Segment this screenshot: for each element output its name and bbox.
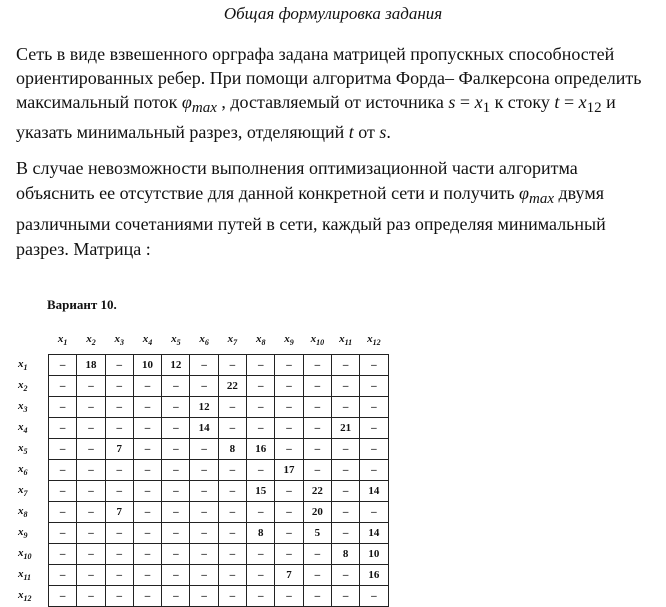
matrix-cell: –: [162, 460, 190, 481]
matrix-cell: –: [275, 523, 303, 544]
matrix-row: [16, 397, 388, 418]
matrix-cell: –: [360, 502, 388, 523]
matrix-cell: –: [133, 460, 161, 481]
matrix-cell: 14: [360, 523, 388, 544]
matrix-row: [16, 481, 388, 502]
matrix-cell: 22: [218, 376, 246, 397]
matrix-cell: 5: [303, 523, 331, 544]
matrix-cell: –: [303, 376, 331, 397]
matrix-cell: –: [77, 565, 105, 586]
matrix-row: [16, 544, 388, 565]
matrix-cell: –: [49, 355, 77, 376]
capacity-matrix: [16, 326, 389, 607]
matrix-cell: –: [133, 418, 161, 439]
matrix-cell: 16: [360, 565, 388, 586]
row-header-x6: $x_6$: [18, 462, 28, 478]
column-header-x6: $x_6$: [199, 332, 209, 348]
matrix-cell: –: [190, 565, 218, 586]
row-header-x12: $x_{12}$: [18, 588, 32, 604]
matrix-row: [16, 418, 388, 439]
matrix-cell: –: [133, 397, 161, 418]
matrix-cell: 15: [247, 481, 275, 502]
matrix-cell: –: [105, 355, 133, 376]
matrix-cell: –: [218, 544, 246, 565]
row-header-x3: $x_3$: [18, 399, 28, 415]
matrix-cell: –: [77, 502, 105, 523]
matrix-cell: –: [360, 418, 388, 439]
column-header-x3: $x_3$: [114, 332, 124, 348]
matrix-cell: –: [133, 439, 161, 460]
column-header-x10: $x_{10}$: [310, 332, 325, 348]
matrix-cell: 14: [360, 481, 388, 502]
matrix-cell: –: [275, 418, 303, 439]
matrix-cell: –: [77, 481, 105, 502]
matrix-cell: –: [49, 460, 77, 481]
matrix-cell: –: [162, 376, 190, 397]
source-node: x: [474, 92, 483, 112]
matrix-cell: 7: [105, 439, 133, 460]
p2-text-a: В случае невозможности выполнения оптимизационной части алгоритма объяснить ее отсутствие для данной конкретной сети и получить: [16, 158, 578, 203]
matrix-row: [16, 460, 388, 481]
matrix-cell: –: [218, 355, 246, 376]
matrix-cell: –: [105, 544, 133, 565]
matrix-row: [16, 523, 388, 544]
matrix-cell: –: [331, 397, 359, 418]
matrix-cell: –: [49, 523, 77, 544]
matrix-cell: –: [77, 586, 105, 607]
matrix-cell: –: [218, 565, 246, 586]
source-symbol: s: [448, 92, 456, 112]
matrix-cell: –: [275, 376, 303, 397]
variant-label: Вариант 10.: [47, 297, 117, 312]
matrix-cell: –: [247, 544, 275, 565]
column-header-x2: $x_2$: [86, 332, 96, 348]
matrix-cell: –: [247, 397, 275, 418]
matrix-cell: 22: [303, 481, 331, 502]
matrix-cell: –: [218, 397, 246, 418]
matrix-cell: –: [218, 418, 246, 439]
matrix-cell: 8: [247, 523, 275, 544]
matrix-cell: –: [275, 586, 303, 607]
matrix-cell: –: [331, 481, 359, 502]
matrix-cell: –: [105, 586, 133, 607]
row-header-x8: $x_8$: [18, 504, 28, 520]
matrix-cell: –: [49, 544, 77, 565]
matrix-row: [16, 565, 388, 586]
matrix-cell: –: [162, 481, 190, 502]
matrix-cell: –: [303, 565, 331, 586]
matrix-cell: –: [303, 586, 331, 607]
matrix-cell: –: [77, 523, 105, 544]
matrix-cell: –: [275, 439, 303, 460]
row-header-x11: $x_{11}$: [18, 567, 32, 583]
matrix-cell: –: [133, 565, 161, 586]
matrix-cell: –: [218, 502, 246, 523]
matrix-cell: –: [77, 544, 105, 565]
matrix-cell: –: [77, 418, 105, 439]
matrix-row: [16, 439, 388, 460]
matrix-cell: –: [162, 586, 190, 607]
phi-max-symbol: $\varphi_{max}$: [181, 92, 217, 116]
p1-text-c: к стоку: [490, 92, 555, 112]
column-header-x1: $x_1$: [57, 332, 68, 348]
matrix-cell: –: [218, 460, 246, 481]
matrix-cell: 12: [190, 397, 218, 418]
matrix-cell: –: [247, 502, 275, 523]
matrix-cell: –: [49, 418, 77, 439]
matrix-row: [16, 586, 388, 607]
row-header-x5: $x_5$: [18, 441, 28, 457]
sink-symbol: t: [554, 92, 560, 112]
matrix-cell: –: [303, 544, 331, 565]
matrix-cell: –: [247, 565, 275, 586]
matrix-cell: 17: [275, 460, 303, 481]
matrix-cell: –: [275, 502, 303, 523]
p1-text-b: , доставляемый от источника: [216, 92, 449, 112]
column-header-x9: $x_9$: [284, 332, 294, 348]
matrix-cell: 7: [105, 502, 133, 523]
matrix-cell: –: [190, 586, 218, 607]
matrix-cell: –: [77, 460, 105, 481]
matrix-cell: –: [275, 355, 303, 376]
phi-max-symbol-2: $\varphi_{max}$: [519, 183, 555, 207]
matrix-cell: 12: [162, 355, 190, 376]
matrix-cell: –: [49, 376, 77, 397]
matrix-cell: –: [218, 523, 246, 544]
matrix-cell: –: [49, 397, 77, 418]
matrix-cell: –: [133, 376, 161, 397]
matrix-cell: –: [190, 376, 218, 397]
matrix-cell: –: [105, 481, 133, 502]
matrix-cell: –: [331, 355, 359, 376]
matrix-cell: –: [190, 544, 218, 565]
matrix-cell: –: [331, 586, 359, 607]
matrix-cell: –: [162, 565, 190, 586]
column-header-x5: $x_5$: [171, 332, 181, 348]
matrix-cell: –: [190, 523, 218, 544]
matrix-cell: 10: [133, 355, 161, 376]
matrix-cell: –: [247, 418, 275, 439]
matrix-row: [16, 376, 388, 397]
matrix-body: [16, 355, 388, 607]
matrix-cell: –: [162, 439, 190, 460]
matrix-cell: –: [247, 355, 275, 376]
matrix-cell: 8: [218, 439, 246, 460]
matrix-cell: 18: [77, 355, 105, 376]
sink-node: x: [578, 92, 587, 112]
matrix-cell: –: [275, 544, 303, 565]
row-header-x4: $x_4$: [18, 420, 28, 436]
matrix-cell: –: [275, 397, 303, 418]
matrix-cell: –: [360, 439, 388, 460]
matrix-cell: –: [331, 460, 359, 481]
matrix-cell: –: [49, 565, 77, 586]
task-paragraph-1: Сеть в виде взвешенного орграфа задана матрицей пропускных способностей ориентированных ребер. При помощи алгоритма Форда– Фалкерсона определить максимальный поток $\varphi_{max}$ , доставляемый от источника $s = x_1$ к стоку $t = x_{12}$ и указать минимальный разрез, отделяющий t от s.: [16, 44, 642, 142]
matrix-cell: –: [247, 586, 275, 607]
matrix-cell: –: [105, 565, 133, 586]
matrix-cell: –: [77, 376, 105, 397]
row-header-x10: $x_{10}$: [18, 546, 32, 562]
matrix-cell: –: [77, 397, 105, 418]
matrix-corner: [16, 326, 49, 355]
matrix-row: [16, 355, 388, 376]
matrix-cell: –: [331, 439, 359, 460]
column-header-x4: $x_4$: [142, 332, 153, 348]
matrix-cell: –: [162, 418, 190, 439]
matrix-cell: –: [49, 586, 77, 607]
matrix-cell: –: [133, 502, 161, 523]
matrix-cell: –: [105, 460, 133, 481]
matrix-cell: –: [105, 376, 133, 397]
p2-text-b: двумя различными сочетаниями путей в сети, каждый раз определяя минимальный разрез. Матрица :: [16, 183, 606, 259]
matrix-cell: –: [190, 502, 218, 523]
matrix-cell: –: [133, 586, 161, 607]
p1-text-a: Сеть в виде взвешенного орграфа задана матрицей пропускных способностей ориентированных ребер. При помощи алгоритма Форда– Фалкерсона определить максимальный поток: [16, 44, 642, 112]
matrix-cell: –: [133, 544, 161, 565]
matrix-cell: –: [303, 418, 331, 439]
matrix-row: [16, 502, 388, 523]
matrix-cell: –: [133, 481, 161, 502]
matrix-cell: –: [331, 565, 359, 586]
column-header-x7: $x_7$: [227, 332, 238, 348]
task-heading: Общая формулировка задания: [223, 4, 443, 23]
matrix-cell: –: [162, 523, 190, 544]
matrix-cell: –: [303, 439, 331, 460]
matrix-cell: –: [360, 586, 388, 607]
matrix-cell: –: [77, 439, 105, 460]
matrix-cell: –: [162, 397, 190, 418]
matrix-cell: –: [275, 481, 303, 502]
matrix-cell: –: [162, 544, 190, 565]
column-header-x11: $x_{11}$: [339, 332, 353, 348]
row-header-x7: $x_7$: [18, 483, 28, 499]
matrix-cell: –: [218, 481, 246, 502]
matrix-cell: –: [162, 502, 190, 523]
matrix-cell: –: [303, 397, 331, 418]
matrix-cell: –: [247, 376, 275, 397]
matrix-cell: 21: [331, 418, 359, 439]
matrix-cell: –: [105, 523, 133, 544]
matrix-cell: 16: [247, 439, 275, 460]
matrix-cell: –: [49, 481, 77, 502]
matrix-header-row: [16, 326, 388, 355]
matrix-cell: –: [49, 439, 77, 460]
matrix-cell: –: [303, 355, 331, 376]
matrix-cell: –: [303, 460, 331, 481]
matrix-cell: –: [360, 355, 388, 376]
matrix-cell: –: [360, 460, 388, 481]
matrix-cell: –: [190, 439, 218, 460]
matrix-cell: –: [331, 376, 359, 397]
matrix-cell: 10: [360, 544, 388, 565]
matrix-cell: –: [190, 481, 218, 502]
matrix-cell: 14: [190, 418, 218, 439]
matrix-cell: –: [133, 523, 161, 544]
matrix-cell: –: [218, 586, 246, 607]
matrix-cell: –: [105, 397, 133, 418]
matrix-cell: –: [49, 502, 77, 523]
matrix-cell: –: [105, 418, 133, 439]
task-paragraph-2: [16, 156, 656, 262]
row-header-x1: $x_1$: [18, 357, 28, 373]
column-header-x8: $x_8$: [255, 332, 266, 348]
row-header-x2: $x_2$: [18, 378, 28, 394]
matrix-cell: –: [360, 397, 388, 418]
p1-text-d: и указать минимальный разрез, отделяющий: [16, 92, 616, 142]
matrix-cell: –: [331, 502, 359, 523]
matrix-cell: 7: [275, 565, 303, 586]
matrix-cell: –: [360, 376, 388, 397]
matrix-cell: –: [247, 460, 275, 481]
row-header-x9: $x_9$: [18, 525, 28, 541]
matrix-cell: 20: [303, 502, 331, 523]
matrix-cell: 8: [331, 544, 359, 565]
matrix-cell: –: [190, 355, 218, 376]
matrix-cell: –: [331, 523, 359, 544]
matrix-cell: –: [190, 460, 218, 481]
column-header-x12: $x_{12}$: [367, 332, 381, 348]
